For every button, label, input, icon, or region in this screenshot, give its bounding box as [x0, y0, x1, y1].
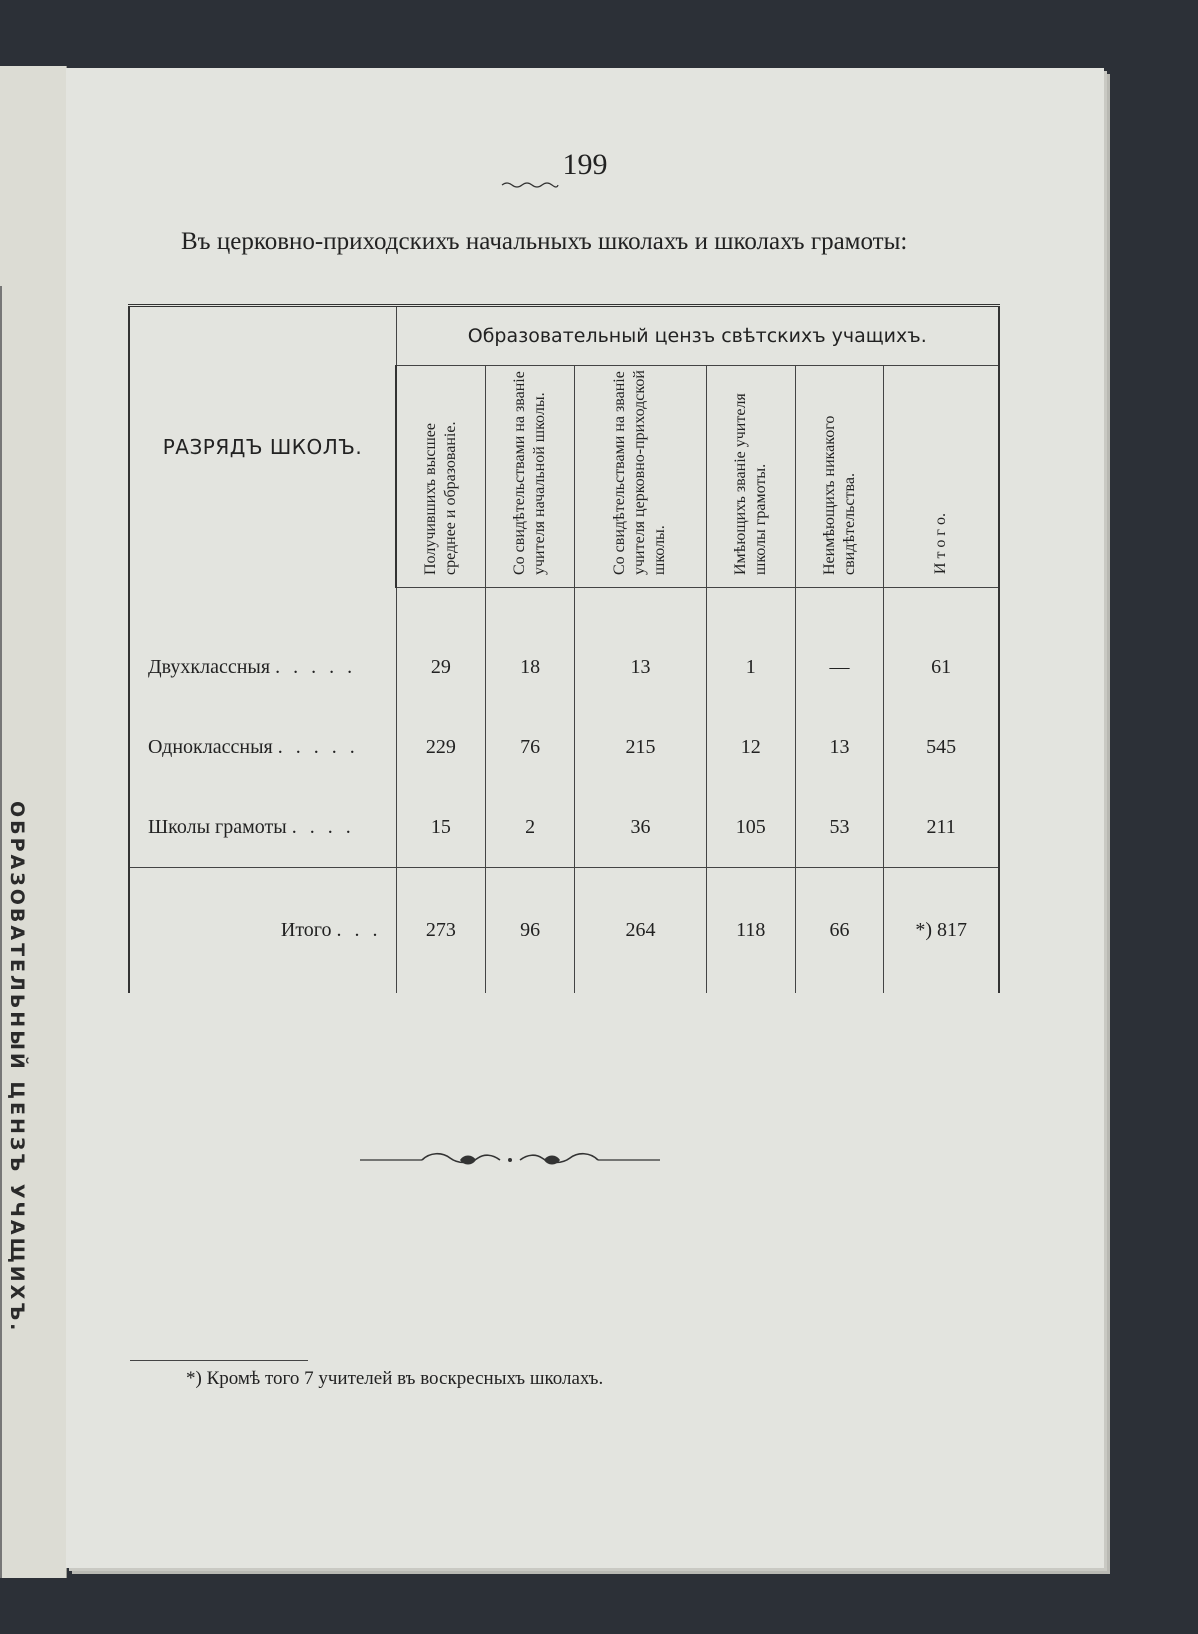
education-census-group-header: Образовательный цензъ свѣтскихъ учащихъ.	[396, 306, 999, 366]
total-value: 96	[486, 868, 575, 994]
cell-value: 29	[396, 587, 486, 707]
column-header-text: Имѣющихъ званіе учителя школы грамоты.	[731, 392, 769, 575]
total-row	[129, 868, 999, 994]
total-value: 66	[795, 868, 884, 994]
total-value: *) 817	[884, 868, 999, 994]
footnote: *) Кромѣ того 7 учителей въ воскресныхъ школахъ.	[186, 1368, 604, 1389]
cell-value: 36	[574, 787, 706, 868]
cell-value: 12	[706, 707, 795, 787]
column-header-primary-certificate	[486, 366, 575, 587]
cell-value: 76	[486, 707, 575, 787]
column-header-text: И т о г о.	[932, 513, 950, 575]
cell-value: 61	[884, 587, 999, 707]
page-number-underline-icon	[500, 180, 560, 190]
cell-value: 2	[486, 787, 575, 868]
previous-page-edge	[0, 66, 67, 1578]
row-label: Одноклассныя . . . . .	[129, 707, 396, 787]
column-header-no-certificate	[795, 366, 884, 587]
table-row	[129, 707, 999, 787]
cell-value: 105	[706, 787, 795, 868]
column-header-total	[884, 366, 999, 587]
column-header-higher-education	[396, 366, 486, 587]
education-census-table	[128, 304, 1000, 993]
row-label: Школы грамоты . . . .	[129, 787, 396, 868]
total-label: Итого . . .	[129, 868, 396, 994]
row-label: Двухклассныя . . . . .	[129, 587, 396, 707]
cell-value: 215	[574, 707, 706, 787]
table-row	[129, 587, 999, 707]
cell-value: 211	[884, 787, 999, 868]
cell-value: 13	[574, 587, 706, 707]
page-border-line	[0, 286, 2, 1578]
total-value: 273	[396, 868, 486, 994]
page-number: 199	[562, 148, 608, 181]
cell-value: 545	[884, 707, 999, 787]
cell-value: 13	[795, 707, 884, 787]
ornament-divider-icon	[360, 1148, 660, 1172]
cell-value: 53	[795, 787, 884, 868]
previous-page-edge-text: ОБРАЗОВАТЕЛЬНЫЙ ЦЕНЗЪ УЧАЩИХЪ.	[6, 801, 28, 1334]
column-header-text: Со свидѣтельствами на званіе учителя начальной школы.	[511, 370, 549, 575]
cell-value: 15	[396, 787, 486, 868]
intro-paragraph: Въ церковно-приходскихъ начальныхъ школахъ и школахъ грамоты:	[181, 228, 908, 255]
column-header-text: Со свидѣтельствами на званіе учителя церковно-приходской школы.	[611, 369, 669, 575]
school-category-header: РАЗРЯДЪ ШКОЛЪ.	[129, 306, 396, 588]
book-page	[66, 68, 1104, 1568]
column-header-text: Получившихъ высшее среднее и образованіе.	[422, 421, 460, 575]
column-header-text: Неимѣющихъ никакого свидѣтельства.	[820, 415, 858, 575]
column-header-parish-certificate	[574, 366, 706, 587]
total-value: 264	[574, 868, 706, 994]
cell-value: 229	[396, 707, 486, 787]
cell-value: —	[795, 587, 884, 707]
footnote-rule	[130, 1360, 308, 1361]
table-row	[129, 787, 999, 868]
total-value: 118	[706, 868, 795, 994]
cell-value: 18	[486, 587, 575, 707]
cell-value: 1	[706, 587, 795, 707]
column-header-literacy-teacher	[706, 366, 795, 587]
